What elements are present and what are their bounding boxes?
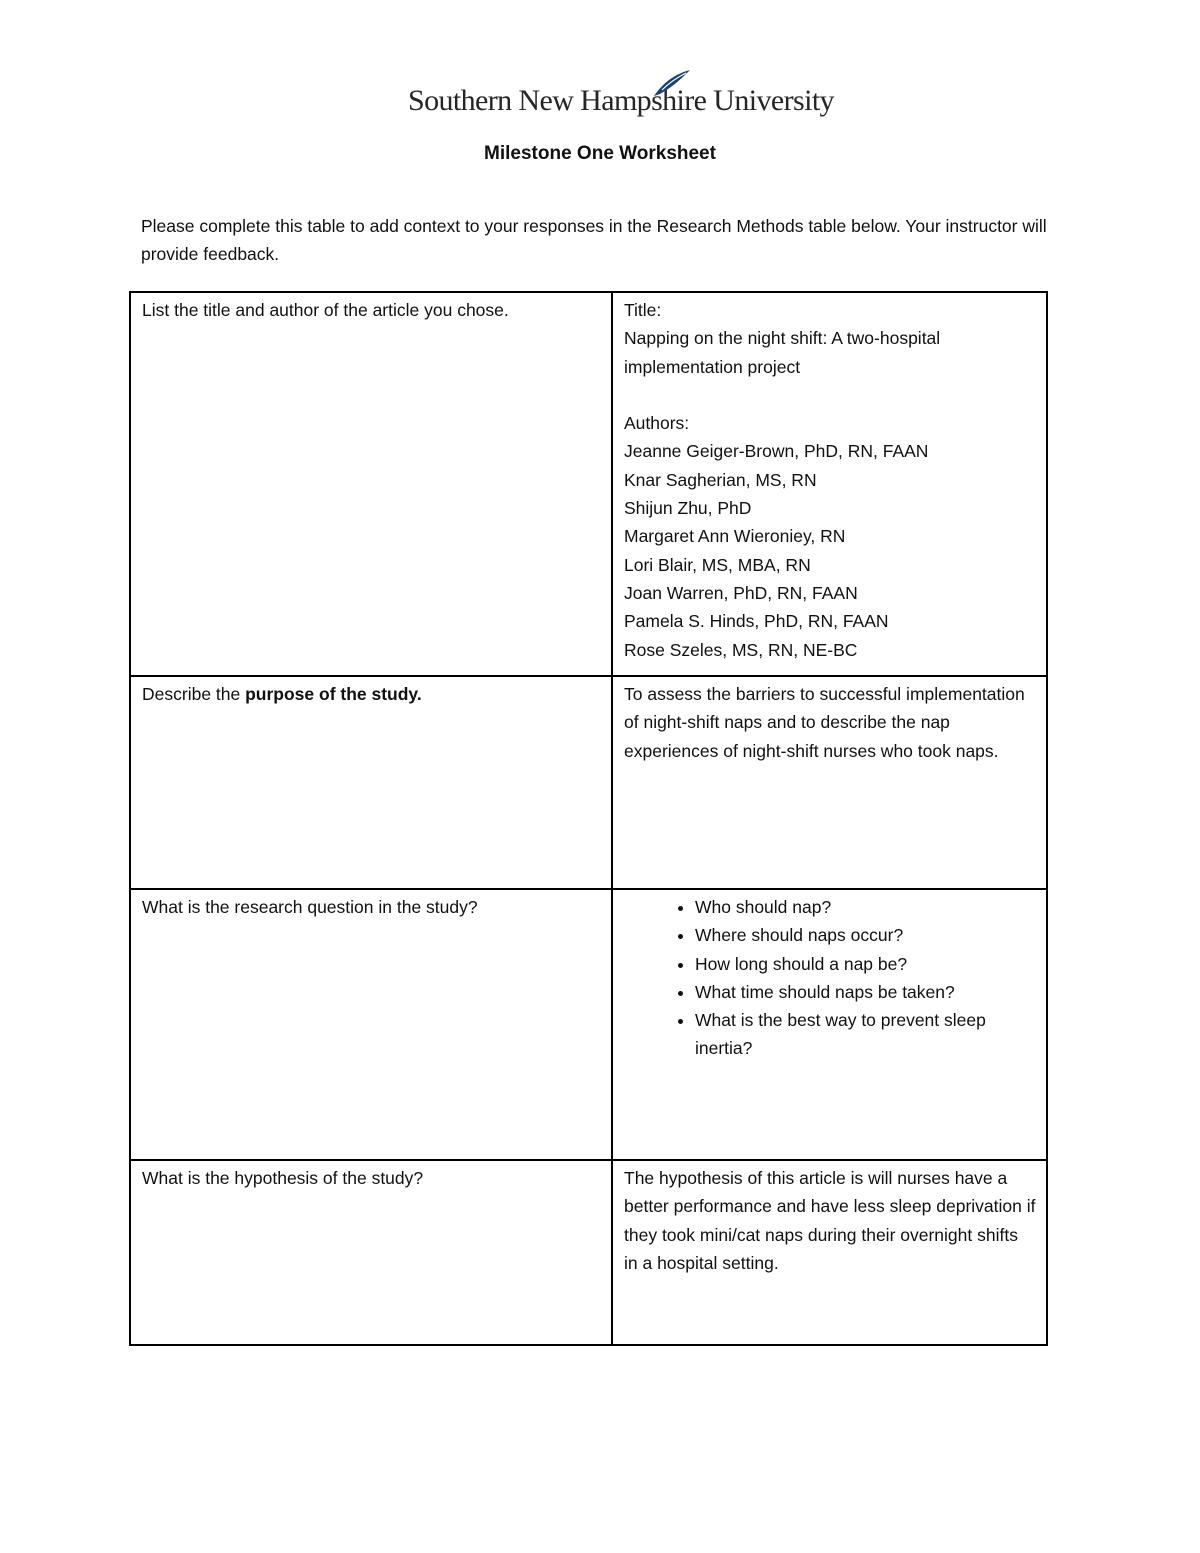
table-row: [130, 1160, 1047, 1345]
purpose-answer: To assess the barriers to successful implementation of night-shift naps and to describe the nap experiences of night-shift nurses who took naps.: [624, 684, 1025, 761]
article-title-line: Napping on the night shift: A two-hospital: [624, 328, 941, 349]
article-title-line: implementation project: [624, 356, 801, 377]
list-item: • Who should nap?: [695, 893, 1036, 921]
prompt-cell: [130, 889, 612, 1160]
intro-paragraph: Please complete this table to add context to your responses in the Research Methods table below. Your instructor will provide feedback.: [141, 216, 1047, 264]
list-item: • How long should a nap be?: [695, 950, 1036, 978]
answer-cell: [612, 889, 1047, 1160]
list-item: • Where should naps occur?: [695, 921, 1036, 949]
purpose-prompt-text: Describe the: [142, 684, 246, 704]
author-entry: Shijun Zhu, PhD: [624, 498, 752, 519]
author-entry: Rose Szeles, MS, RN, NE-BC: [624, 639, 858, 660]
list-item: • What time should naps be taken?: [695, 978, 1036, 1006]
worksheet-table: [129, 291, 1048, 1346]
authors-label: Authors:: [624, 413, 690, 434]
university-logo: [408, 68, 834, 130]
table-row: [130, 676, 1047, 889]
quill-icon: [652, 68, 692, 98]
table-row: [130, 889, 1047, 1160]
list-item: • What is the best way to prevent sleep inertia?: [695, 1006, 1036, 1063]
logo-wordmark: Southern New Hampshire University: [408, 84, 834, 117]
title-label: Title:: [624, 300, 662, 320]
answer-cell: [612, 292, 1047, 676]
answer-cell: [612, 1160, 1047, 1345]
prompt-cell: [130, 1160, 612, 1345]
author-entry: Joan Warren, PhD, RN, FAAN: [624, 582, 858, 603]
research-question-list: [624, 893, 1036, 1063]
research-question-prompt: What is the research question in the study?: [142, 897, 478, 917]
hypothesis-prompt: What is the hypothesis of the study?: [142, 1168, 424, 1188]
author-entry: Knar Sagherian, MS, RN: [624, 469, 817, 490]
purpose-prompt-bold: purpose of the study.: [245, 684, 422, 704]
author-entry: Margaret Ann Wieroniey, RN: [624, 526, 846, 547]
table-row: [130, 292, 1047, 676]
page-title: Milestone One Worksheet: [484, 143, 716, 164]
prompt-cell: [130, 676, 612, 889]
author-entry: Jeanne Geiger-Brown, PhD, RN, FAAN: [624, 441, 929, 462]
prompt-cell: [130, 292, 612, 676]
hypothesis-answer: The hypothesis of this article is will nurses have a better performance and have less sleep deprivation if they took mini/cat naps during their overnight shifts in a hospital setting.: [624, 1168, 1036, 1273]
author-entry: Lori Blair, MS, MBA, RN: [624, 554, 811, 575]
author-entry: Pamela S. Hinds, PhD, RN, FAAN: [624, 611, 889, 632]
answer-cell: [612, 676, 1047, 889]
title-author-prompt: List the title and author of the article you chose.: [142, 300, 509, 320]
